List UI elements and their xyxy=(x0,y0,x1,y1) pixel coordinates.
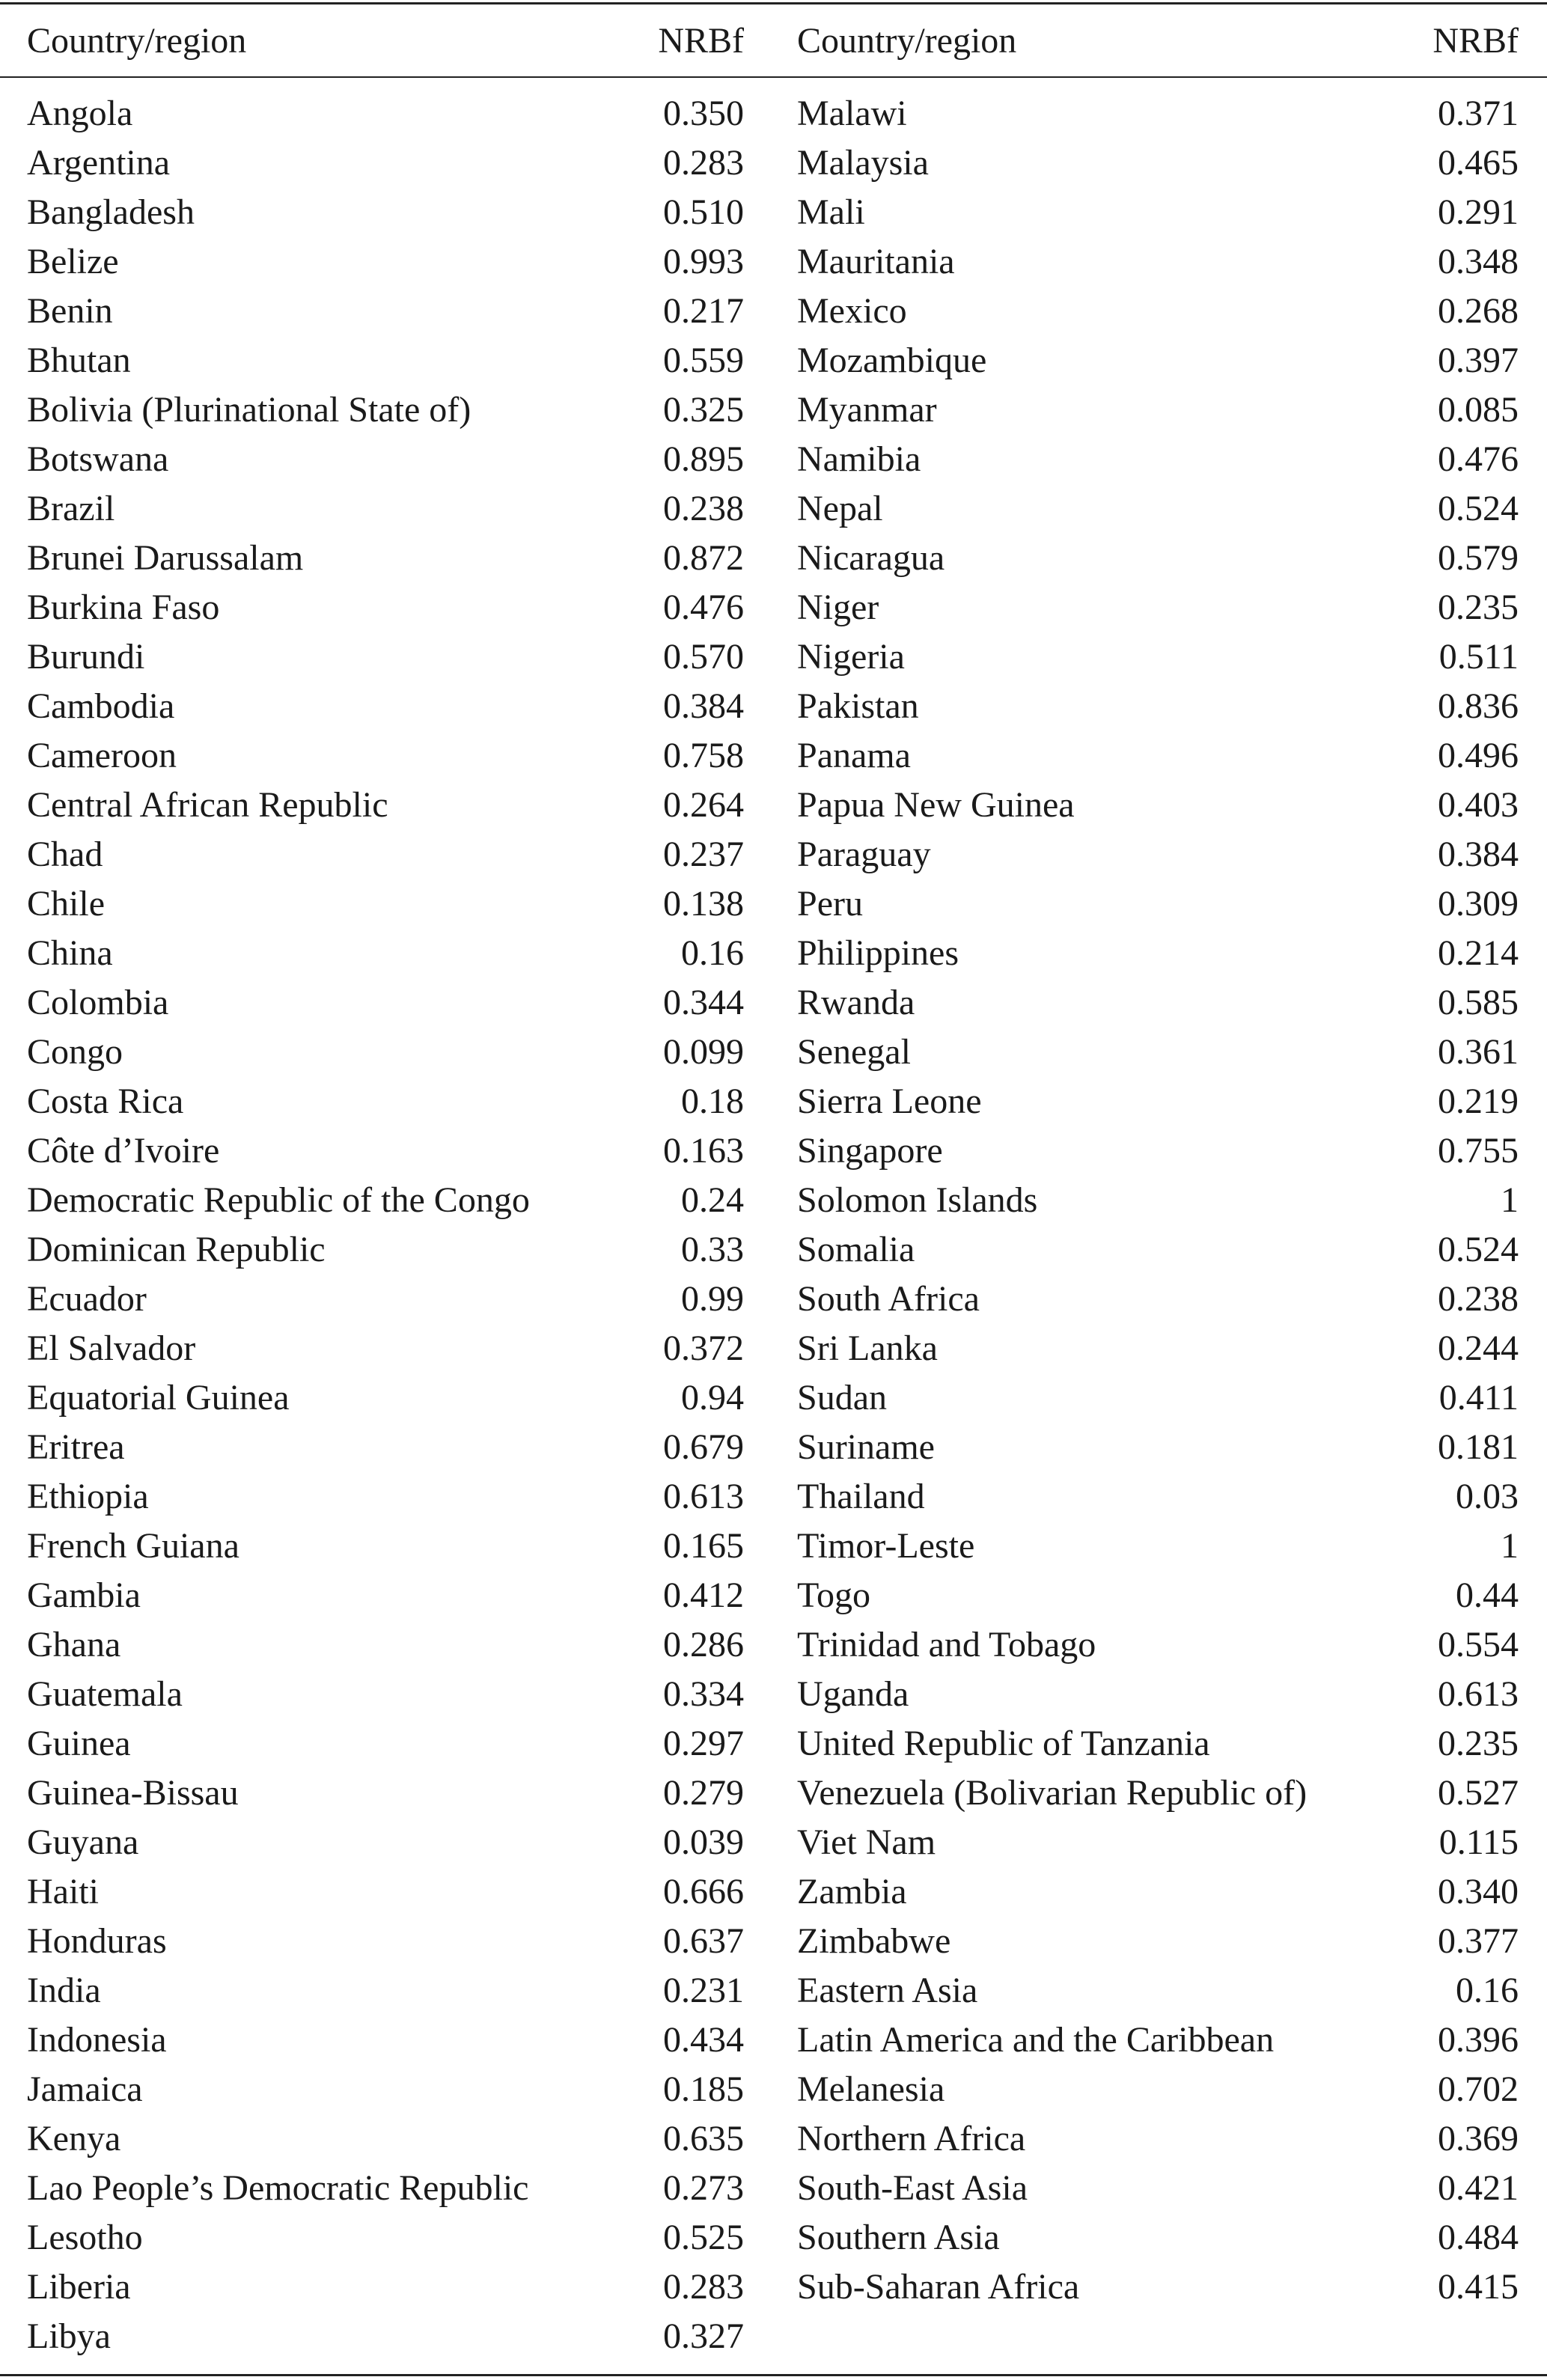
country-name: Thailand xyxy=(797,1476,925,1516)
nrbf-value: 0.412 xyxy=(663,1575,744,1615)
nrbf-value: 0.16 xyxy=(681,933,744,973)
country-name: Gambia xyxy=(27,1575,141,1615)
country-name: Guyana xyxy=(27,1822,139,1862)
country-name: Northern Africa xyxy=(797,2118,1026,2158)
nrbf-value: 0.237 xyxy=(663,834,744,874)
country-name: Bangladesh xyxy=(27,192,195,232)
nrbf-value: 0.138 xyxy=(663,883,744,924)
country-name: Nigeria xyxy=(797,636,905,677)
table-row xyxy=(27,187,744,237)
table-row xyxy=(797,1521,1519,1570)
country-name: Peru xyxy=(797,883,863,924)
table-row xyxy=(27,2064,744,2114)
header-rule xyxy=(0,76,1547,78)
nrbf-value: 0.33 xyxy=(681,1229,744,1269)
nrbf-value: 0.702 xyxy=(1438,2069,1519,2109)
country-name: Equatorial Guinea xyxy=(27,1377,290,1418)
country-name: Guinea xyxy=(27,1723,131,1763)
table-row xyxy=(27,1224,744,1274)
table-row xyxy=(27,730,744,780)
country-name: Panama xyxy=(797,735,911,775)
country-name: Philippines xyxy=(797,933,959,973)
country-name: Lao People’s Democratic Republic xyxy=(27,2167,529,2208)
table-row xyxy=(27,632,744,681)
country-name: Mexico xyxy=(797,290,907,331)
country-name: Namibia xyxy=(797,439,921,479)
country-name: Chile xyxy=(27,883,105,924)
nrbf-value: 0.264 xyxy=(663,784,744,825)
country-name: El Salvador xyxy=(27,1328,196,1368)
table-row xyxy=(797,632,1519,681)
table-row xyxy=(27,1718,744,1768)
nrbf-value: 0.94 xyxy=(681,1377,744,1418)
table-row xyxy=(27,2114,744,2163)
nrbf-value: 0.525 xyxy=(663,2217,744,2257)
table-row xyxy=(797,1076,1519,1126)
left-column xyxy=(27,88,744,2361)
nrbf-value: 0.679 xyxy=(663,1427,744,1467)
country-name: Malaysia xyxy=(797,142,929,183)
table-row xyxy=(27,385,744,434)
table-row xyxy=(797,1867,1519,1916)
table-row xyxy=(27,780,744,829)
table-row xyxy=(797,879,1519,928)
nrbf-value: 0.637 xyxy=(663,1920,744,1961)
nrbf-value: 0.415 xyxy=(1438,2266,1519,2307)
country-name: Uganda xyxy=(797,1673,909,1714)
nrbf-value: 0.758 xyxy=(663,735,744,775)
nrbf-value: 0.99 xyxy=(681,1278,744,1319)
nrbf-value: 0.283 xyxy=(663,2266,744,2307)
nrbf-value: 0.872 xyxy=(663,537,744,578)
nrbf-value: 0.372 xyxy=(663,1328,744,1368)
nrbf-value: 0.279 xyxy=(663,1772,744,1813)
table-row xyxy=(27,1916,744,1965)
country-name: Eastern Asia xyxy=(797,1970,978,2010)
country-name: Kenya xyxy=(27,2118,121,2158)
table-row xyxy=(797,1620,1519,1669)
country-name: Sri Lanka xyxy=(797,1328,938,1368)
table-row xyxy=(27,1817,744,1867)
country-name: Sierra Leone xyxy=(797,1081,982,1121)
nrbf-value: 0.895 xyxy=(663,439,744,479)
country-name: Latin America and the Caribbean xyxy=(797,2019,1275,2060)
nrbf-value: 0.465 xyxy=(1438,142,1519,183)
country-name: Ghana xyxy=(27,1624,121,1665)
country-name: Honduras xyxy=(27,1920,167,1961)
country-name: French Guiana xyxy=(27,1525,239,1566)
table-row xyxy=(797,2015,1519,2064)
nrbf-value: 0.384 xyxy=(1438,834,1519,874)
country-name: India xyxy=(27,1970,101,2010)
nrbf-value: 0.484 xyxy=(1438,2217,1519,2257)
table-row xyxy=(797,1175,1519,1224)
nrbf-value: 0.421 xyxy=(1438,2167,1519,2208)
country-name: Bolivia (Plurinational State of) xyxy=(27,389,472,430)
table-row xyxy=(797,977,1519,1027)
nrbf-value: 0.666 xyxy=(663,1871,744,1911)
table-row xyxy=(27,977,744,1027)
table-row xyxy=(27,1373,744,1422)
table-row xyxy=(797,582,1519,632)
table-row xyxy=(797,1768,1519,1817)
table-row xyxy=(27,286,744,335)
table-row xyxy=(797,1027,1519,1076)
table-row xyxy=(27,2262,744,2311)
country-name: Mauritania xyxy=(797,241,955,281)
country-name: Ecuador xyxy=(27,1278,147,1319)
nrbf-value: 0.325 xyxy=(663,389,744,430)
country-name: South Africa xyxy=(797,1278,980,1319)
nrbf-value: 0.384 xyxy=(663,686,744,726)
table-row xyxy=(797,1323,1519,1373)
nrbf-value: 0.163 xyxy=(663,1130,744,1171)
country-name: Melanesia xyxy=(797,2069,945,2109)
nrbf-value: 0.24 xyxy=(681,1180,744,1220)
table-row xyxy=(27,1126,744,1175)
table-row xyxy=(27,1274,744,1323)
country-name: Chad xyxy=(27,834,103,874)
table-row xyxy=(27,237,744,286)
table-row xyxy=(797,2114,1519,2163)
nrbf-value: 0.214 xyxy=(1438,933,1519,973)
country-name: Zambia xyxy=(797,1871,907,1911)
country-name: Cameroon xyxy=(27,735,177,775)
country-name: Bhutan xyxy=(27,340,131,380)
country-name: China xyxy=(27,933,113,973)
table-row xyxy=(27,1471,744,1521)
table-header xyxy=(0,4,1547,76)
nrbf-value: 0.327 xyxy=(663,2316,744,2356)
table-row xyxy=(27,1175,744,1224)
header-left xyxy=(27,4,744,76)
nrbf-value: 0.377 xyxy=(1438,1920,1519,1961)
table-row xyxy=(27,582,744,632)
table-row xyxy=(797,286,1519,335)
nrbf-value: 0.244 xyxy=(1438,1328,1519,1368)
country-name: Niger xyxy=(797,587,879,627)
country-name: Indonesia xyxy=(27,2019,167,2060)
country-name: Botswana xyxy=(27,439,169,479)
table-row xyxy=(797,2262,1519,2311)
nrbf-value: 0.524 xyxy=(1438,488,1519,528)
nrbf-value: 0.411 xyxy=(1438,1377,1519,1418)
table-row xyxy=(27,138,744,187)
country-name: Eritrea xyxy=(27,1427,125,1467)
nrbf-value: 0.559 xyxy=(663,340,744,380)
table-row xyxy=(27,681,744,730)
nrbf-value: 0.273 xyxy=(663,2167,744,2208)
country-name: Nicaragua xyxy=(797,537,945,578)
country-name: Mozambique xyxy=(797,340,987,380)
nrbf-value: 0.511 xyxy=(1438,636,1519,677)
country-name: Timor-Leste xyxy=(797,1525,975,1566)
table-row xyxy=(27,829,744,879)
nrbf-value: 0.181 xyxy=(1438,1427,1519,1467)
table-row xyxy=(797,1126,1519,1175)
nrbf-value: 0.579 xyxy=(1438,537,1519,578)
country-name: Belize xyxy=(27,241,119,281)
country-name: Nepal xyxy=(797,488,883,528)
nrbf-value: 0.403 xyxy=(1438,784,1519,825)
table-row xyxy=(797,187,1519,237)
table-row xyxy=(797,1471,1519,1521)
table-row xyxy=(797,138,1519,187)
table-row xyxy=(27,533,744,582)
country-name: Viet Nam xyxy=(797,1822,936,1862)
table-row xyxy=(27,1323,744,1373)
table-row xyxy=(797,681,1519,730)
table-row xyxy=(797,1422,1519,1471)
table-row xyxy=(27,1422,744,1471)
nrbf-value: 1 xyxy=(1501,1525,1519,1566)
country-name: Somalia xyxy=(797,1229,915,1269)
country-name: Singapore xyxy=(797,1130,943,1171)
nrbf-value: 1 xyxy=(1501,1180,1519,1220)
country-name: Pakistan xyxy=(797,686,919,726)
nrbf-value: 0.524 xyxy=(1438,1229,1519,1269)
table-row xyxy=(27,1570,744,1620)
country-name: Paraguay xyxy=(797,834,931,874)
nrbf-value: 0.613 xyxy=(1438,1673,1519,1714)
nrbf-value: 0.476 xyxy=(663,587,744,627)
country-name: Haiti xyxy=(27,1871,99,1911)
nrbf-value: 0.635 xyxy=(663,2118,744,2158)
country-name: Suriname xyxy=(797,1427,935,1467)
country-name: Solomon Islands xyxy=(797,1180,1038,1220)
table-row xyxy=(797,1570,1519,1620)
country-name: Togo xyxy=(797,1575,870,1615)
table-row xyxy=(27,1965,744,2015)
nrbf-value: 0.283 xyxy=(663,142,744,183)
nrbf-value: 0.16 xyxy=(1456,1970,1519,2010)
country-name: Malawi xyxy=(797,93,907,133)
nrbf-value: 0.613 xyxy=(663,1476,744,1516)
country-name: United Republic of Tanzania xyxy=(797,1723,1210,1763)
nrbf-value: 0.217 xyxy=(663,290,744,331)
table-row xyxy=(797,730,1519,780)
nrbf-value: 0.496 xyxy=(1438,735,1519,775)
country-name: Argentina xyxy=(27,142,171,183)
country-name: Sudan xyxy=(797,1377,887,1418)
nrbf-value: 0.476 xyxy=(1438,439,1519,479)
table-row xyxy=(797,335,1519,385)
nrbf-value: 0.397 xyxy=(1438,340,1519,380)
country-name: Trinidad and Tobago xyxy=(797,1624,1096,1665)
nrbf-value: 0.099 xyxy=(663,1031,744,1072)
table-row xyxy=(27,928,744,977)
nrbf-value: 0.268 xyxy=(1438,290,1519,331)
nrbf-value: 0.165 xyxy=(663,1525,744,1566)
table-row xyxy=(797,237,1519,286)
country-name: Democratic Republic of the Congo xyxy=(27,1180,530,1220)
nrbf-value: 0.396 xyxy=(1438,2019,1519,2060)
country-name: Mali xyxy=(797,192,865,232)
table-row xyxy=(797,1817,1519,1867)
country-name: Costa Rica xyxy=(27,1081,184,1121)
table-row xyxy=(27,1669,744,1718)
country-name: Colombia xyxy=(27,982,169,1022)
header-country-left: Country/region xyxy=(27,20,247,61)
country-name: Rwanda xyxy=(797,982,915,1022)
country-name: Burkina Faso xyxy=(27,587,220,627)
nrbf-value: 0.219 xyxy=(1438,1081,1519,1121)
table-row xyxy=(797,1916,1519,1965)
country-name: Senegal xyxy=(797,1031,911,1072)
nrbf-value: 0.510 xyxy=(663,192,744,232)
nrbf-value: 0.350 xyxy=(663,93,744,133)
table-row xyxy=(797,434,1519,483)
country-name: Myanmar xyxy=(797,389,937,430)
country-name: Venezuela (Bolivarian Republic of) xyxy=(797,1772,1308,1813)
nrbf-value: 0.085 xyxy=(1438,389,1519,430)
country-name: Angola xyxy=(27,93,133,133)
nrbf-value: 0.527 xyxy=(1438,1772,1519,1813)
country-name: Benin xyxy=(27,290,113,331)
nrbf-value: 0.585 xyxy=(1438,982,1519,1022)
nrbf-value: 0.115 xyxy=(1438,1822,1519,1862)
header-right xyxy=(797,4,1519,76)
nrbf-value: 0.238 xyxy=(1438,1278,1519,1319)
table-row xyxy=(797,2064,1519,2114)
nrbf-value: 0.03 xyxy=(1456,1476,1519,1516)
country-name: Lesotho xyxy=(27,2217,143,2257)
table-row xyxy=(797,1718,1519,1768)
nrbf-value: 0.369 xyxy=(1438,2118,1519,2158)
table-row xyxy=(797,2163,1519,2212)
nrbf-value: 0.334 xyxy=(663,1673,744,1714)
table-row xyxy=(797,1224,1519,1274)
country-name: Guatemala xyxy=(27,1673,183,1714)
nrbf-value: 0.570 xyxy=(663,636,744,677)
country-name: Côte d’Ivoire xyxy=(27,1130,220,1171)
country-name: Southern Asia xyxy=(797,2217,1000,2257)
table-row xyxy=(27,88,744,138)
nrbf-value: 0.344 xyxy=(663,982,744,1022)
nrbf-value: 0.231 xyxy=(663,1970,744,2010)
table-row xyxy=(27,483,744,533)
table-row xyxy=(797,780,1519,829)
table-row xyxy=(797,2212,1519,2262)
country-name: Guinea-Bissau xyxy=(27,1772,239,1813)
table-row xyxy=(27,1027,744,1076)
table-row xyxy=(797,928,1519,977)
header-value-left: NRBf xyxy=(658,20,744,61)
nrbf-value: 0.185 xyxy=(663,2069,744,2109)
nrbf-value: 0.309 xyxy=(1438,883,1519,924)
nrbf-value: 0.340 xyxy=(1438,1871,1519,1911)
country-name: Brazil xyxy=(27,488,115,528)
nrbf-value: 0.554 xyxy=(1438,1624,1519,1665)
bottom-rule xyxy=(0,2374,1547,2376)
nrbf-value: 0.348 xyxy=(1438,241,1519,281)
nrbf-value: 0.361 xyxy=(1438,1031,1519,1072)
nrbf-value: 0.235 xyxy=(1438,1723,1519,1763)
nrbf-value: 0.286 xyxy=(663,1624,744,1665)
table-row xyxy=(797,1373,1519,1422)
nrbf-value: 0.755 xyxy=(1438,1130,1519,1171)
country-name: Dominican Republic xyxy=(27,1229,326,1269)
table-row xyxy=(27,1620,744,1669)
table-row xyxy=(27,2311,744,2361)
nrbf-value: 0.44 xyxy=(1456,1575,1519,1615)
table-row xyxy=(27,434,744,483)
country-name: Burundi xyxy=(27,636,145,677)
country-name: Jamaica xyxy=(27,2069,143,2109)
country-name: Cambodia xyxy=(27,686,175,726)
right-column xyxy=(797,88,1519,2311)
nrbf-value: 0.836 xyxy=(1438,686,1519,726)
country-name: Central African Republic xyxy=(27,784,388,825)
table-row xyxy=(27,2212,744,2262)
country-name: Zimbabwe xyxy=(797,1920,951,1961)
nrbf-value: 0.434 xyxy=(663,2019,744,2060)
header-value-right: NRBf xyxy=(1432,20,1519,61)
table-row xyxy=(797,829,1519,879)
nrbf-value: 0.291 xyxy=(1438,192,1519,232)
nrbf-value: 0.039 xyxy=(663,1822,744,1862)
table-row xyxy=(27,1521,744,1570)
table-row xyxy=(797,1965,1519,2015)
country-name: Ethiopia xyxy=(27,1476,149,1516)
country-name: Liberia xyxy=(27,2266,131,2307)
table-row xyxy=(27,1076,744,1126)
nrbf-value: 0.993 xyxy=(663,241,744,281)
nrbf-value: 0.18 xyxy=(681,1081,744,1121)
table-row xyxy=(797,1669,1519,1718)
table-row xyxy=(797,533,1519,582)
table-row xyxy=(27,2163,744,2212)
header-country-right: Country/region xyxy=(797,20,1017,61)
country-name: Sub-Saharan Africa xyxy=(797,2266,1080,2307)
table-row xyxy=(797,483,1519,533)
nrbf-value: 0.238 xyxy=(663,488,744,528)
table-row xyxy=(797,385,1519,434)
country-name: Congo xyxy=(27,1031,123,1072)
table-row xyxy=(797,1274,1519,1323)
table-row xyxy=(27,1867,744,1916)
country-name: Brunei Darussalam xyxy=(27,537,304,578)
country-name: South-East Asia xyxy=(797,2167,1028,2208)
table-row xyxy=(27,2015,744,2064)
table-row xyxy=(27,879,744,928)
nrbf-value: 0.371 xyxy=(1438,93,1519,133)
country-name: Libya xyxy=(27,2316,111,2356)
country-name: Papua New Guinea xyxy=(797,784,1075,825)
table-row xyxy=(797,88,1519,138)
nrbf-value: 0.297 xyxy=(663,1723,744,1763)
nrbf-value: 0.235 xyxy=(1438,587,1519,627)
table-row xyxy=(27,1768,744,1817)
table-row xyxy=(27,335,744,385)
